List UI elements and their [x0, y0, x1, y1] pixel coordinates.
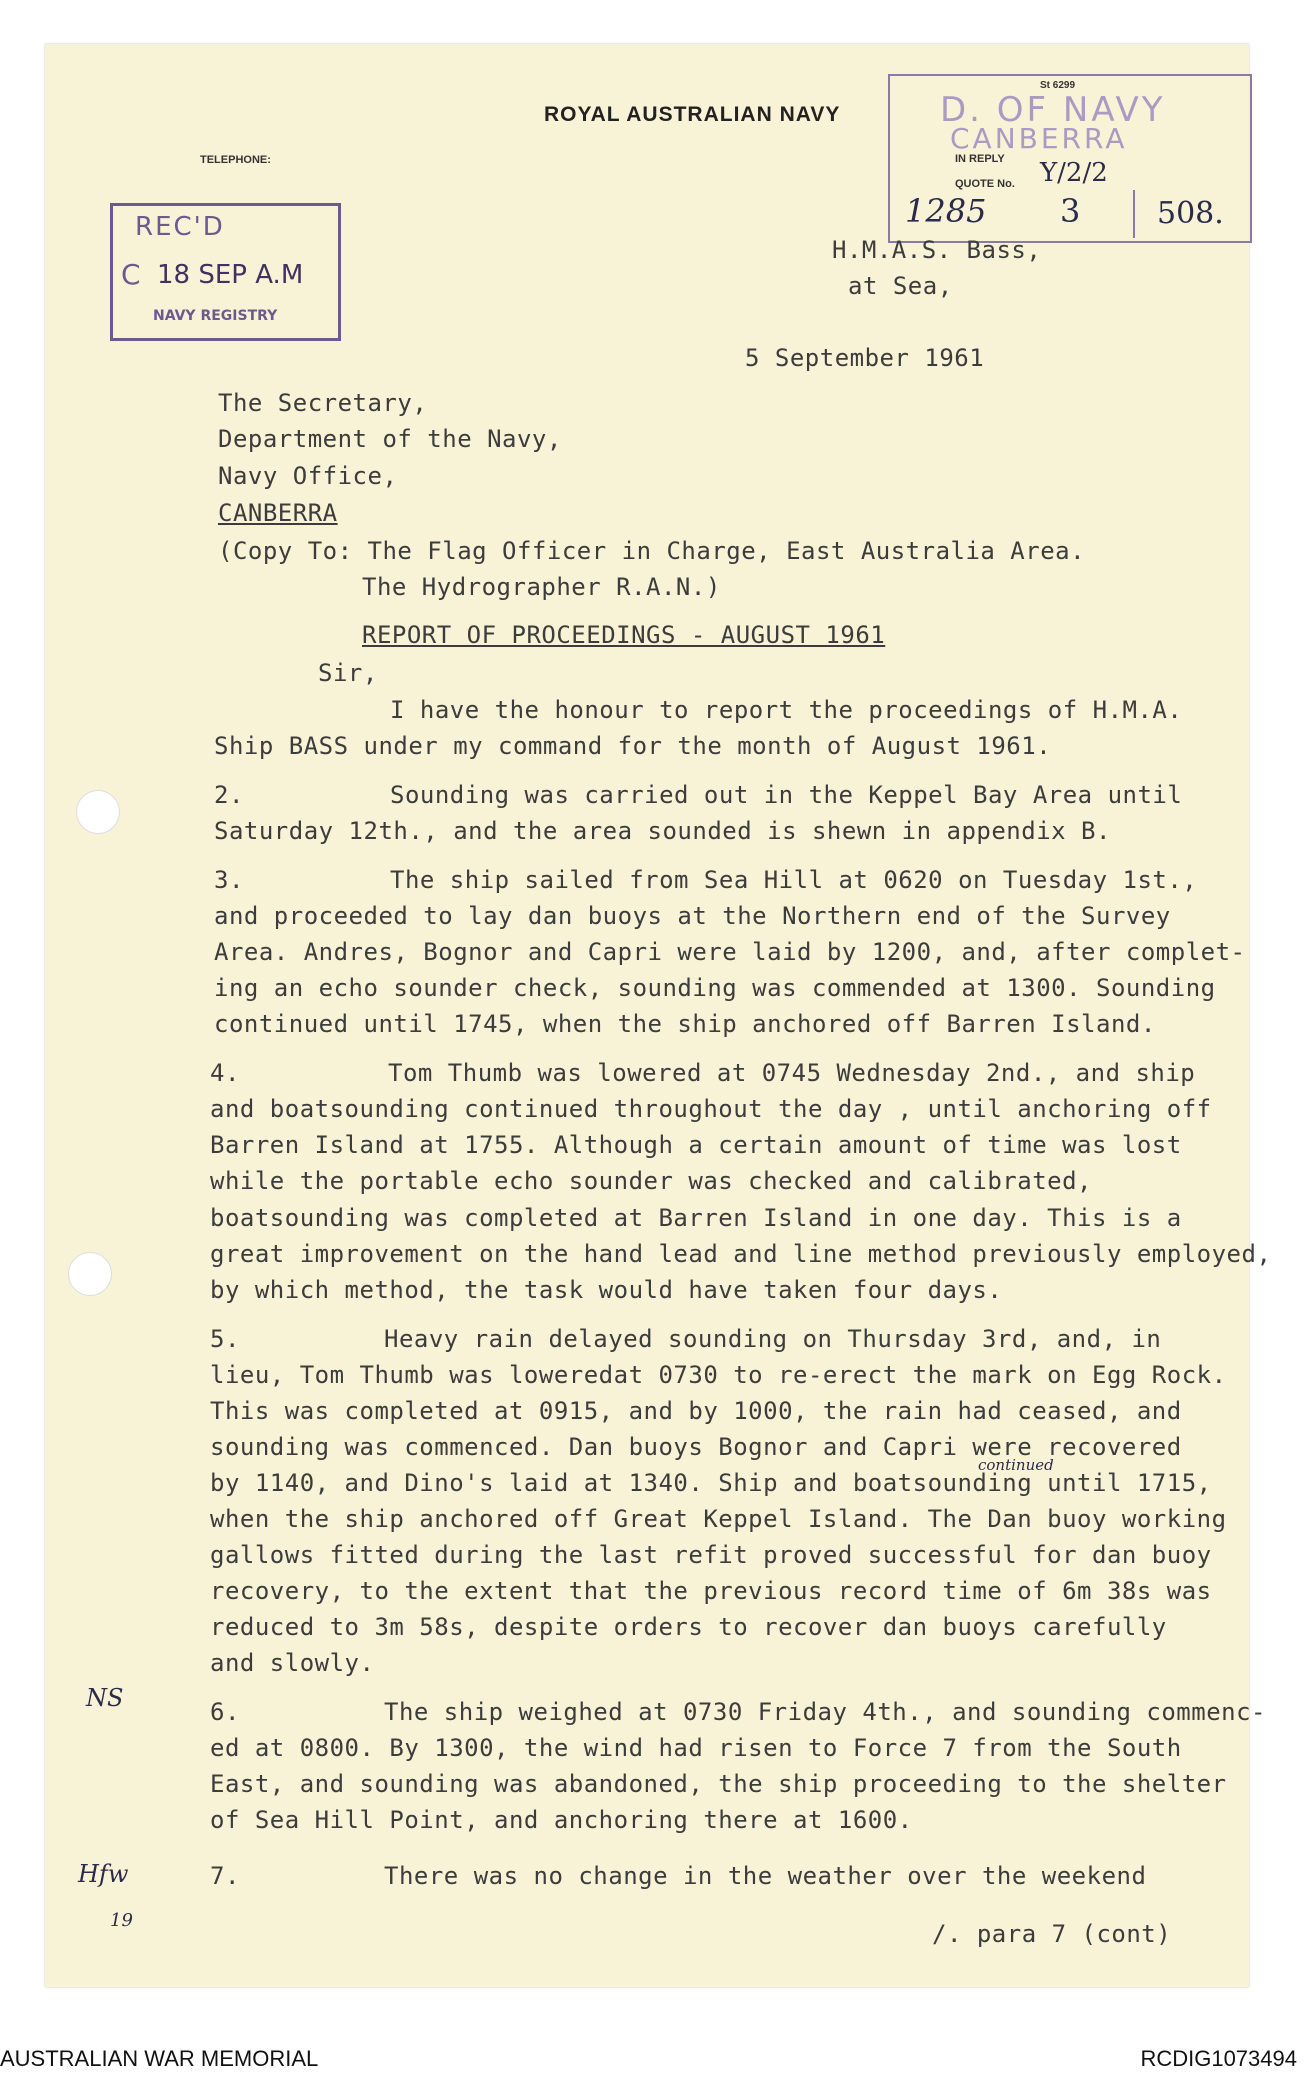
footer-record-id: RCDIG1073494 [1140, 2046, 1297, 2071]
punch-hole [76, 790, 120, 834]
para7-line: There was no change in the weather over the weekend [384, 1862, 1147, 1890]
para2-line: Saturday 12th., and the area sounded is shewn in appendix B. [214, 817, 1111, 845]
para5-line: Heavy rain delayed sounding on Thursday 3rd, and, in [384, 1325, 1162, 1353]
para5-line: sounding was commenced. Dan buoys Bognor and Capri were recovered [210, 1433, 1182, 1461]
para4-line: boatsounding was completed at Barren Island in one day. This is a [210, 1204, 1182, 1232]
para-number: 4. [210, 1059, 240, 1087]
margin-note: NS [86, 1684, 124, 1712]
para4-line: while the portable echo sounder was checked and calibrated, [210, 1167, 1093, 1195]
para-number: 5. [210, 1325, 240, 1353]
stamp-date: 18 SEP A.M [157, 260, 304, 290]
footer-archive-name: AUSTRALIAN WAR MEMORIAL [0, 2046, 319, 2071]
handwritten-insert: continued [978, 1456, 1054, 1474]
stamp-line1: REC'D [135, 212, 225, 242]
para4-line: Barren Island at 1755. Although a certain amount of time was lost [210, 1131, 1182, 1159]
para6-line: of Sea Hill Point, and anchoring there at 1600. [210, 1806, 913, 1834]
para6-line: East, and sounding was abandoned, the ship proceeding to the shelter [210, 1770, 1227, 1798]
para1-line: I have the honour to report the proceedings of H.M.A. [390, 696, 1183, 724]
quote-no-label: QUOTE No. [955, 178, 1015, 190]
para5-line: reduced to 3m 58s, despite orders to recover dan buoys carefully [210, 1613, 1167, 1641]
punch-hole [68, 1252, 112, 1296]
ref-stamp-line1: D. OF NAVY [940, 90, 1166, 130]
para3-line: ing an echo sounder check, sounding was commended at 1300. Sounding [214, 974, 1216, 1002]
in-reply-label: IN REPLY [955, 153, 1005, 165]
para-number: 7. [210, 1862, 240, 1890]
para3-line: Area. Andres, Bognor and Capri were laid by 1200, and, after complet- [214, 938, 1246, 966]
para1-line: Ship BASS under my command for the month of August 1961. [214, 732, 1052, 760]
sender-line2: at Sea, [848, 272, 953, 300]
para5-line: and slowly. [210, 1649, 375, 1677]
letter-date: 5 September 1961 [745, 344, 985, 372]
para5-line: gallows fitted during the last refit proved successful for dan buoy [210, 1541, 1212, 1569]
addressee-line: The Secretary, [218, 389, 428, 417]
salutation: Sir, [318, 659, 378, 687]
ref-number-3: 508. [1157, 196, 1224, 231]
para-number: 3. [214, 866, 244, 894]
telephone-label: TELEPHONE: [200, 154, 271, 166]
para2-line: Sounding was carried out in the Keppel Bay Area until [390, 781, 1183, 809]
para5-line: This was completed at 0915, and by 1000, the rain had ceased, and [210, 1397, 1182, 1425]
ref-divider [1133, 190, 1135, 238]
para3-line: continued until 1745, when the ship anchored off Barren Island. [214, 1010, 1156, 1038]
ref-number-1: 1285 [905, 192, 987, 230]
para4-line: and boatsounding continued throughout the day , until anchoring off [210, 1095, 1212, 1123]
ref-number-2: 3 [1060, 192, 1081, 230]
para-number: 6. [210, 1698, 240, 1726]
letterhead-title: ROYAL AUSTRALIAN NAVY [544, 103, 841, 126]
received-stamp [110, 203, 341, 341]
stamp-registry: NAVY REGISTRY [153, 308, 278, 324]
para3-line: The ship sailed from Sea Hill at 0620 on Tuesday 1st., [390, 866, 1198, 894]
copy-to-line: (Copy To: The Flag Officer in Charge, East Australia Area. [218, 537, 1086, 565]
addressee-line: Navy Office, [218, 462, 398, 490]
sender-line1: H.M.A.S. Bass, [832, 236, 1042, 264]
para-number: 2. [214, 781, 244, 809]
margin-note: Hfw [78, 1860, 129, 1888]
form-number: St 6299 [1040, 80, 1076, 91]
continuation-note: /. para 7 (cont) [932, 1920, 1172, 1948]
quote-reference: Y/2/2 [1040, 158, 1108, 188]
para6-line: The ship weighed at 0730 Friday 4th., and sounding commenc- [384, 1698, 1267, 1726]
para5-line: when the ship anchored off Great Keppel Island. The Dan buoy working [210, 1505, 1227, 1533]
para5-line: by 1140, and Dino's laid at 1340. Ship and boatsounding until 1715, [210, 1469, 1212, 1497]
addressee-city: CANBERRA [218, 499, 338, 527]
addressee-line: Department of the Navy, [218, 425, 562, 453]
para3-line: and proceeded to lay dan buoys at the Northern end of the Survey [214, 902, 1171, 930]
para4-line: great improvement on the hand lead and line method previously employed, [210, 1240, 1272, 1268]
stamp-prefix: C [121, 258, 141, 291]
ref-stamp-line2: CANBERRA [950, 122, 1128, 155]
para5-line: recovery, to the extent that the previous record time of 6m 38s was [210, 1577, 1212, 1605]
para5-line: lieu, Tom Thumb was loweredat 0730 to re-erect the mark on Egg Rock. [210, 1361, 1227, 1389]
copy-to-line: The Hydrographer R.A.N.) [362, 573, 721, 601]
para6-line: ed at 0800. By 1300, the wind had risen to Force 7 from the South [210, 1734, 1182, 1762]
margin-note: 19 [110, 1910, 133, 1931]
para4-line: by which method, the task would have taken four days. [210, 1276, 1003, 1304]
report-subject: REPORT OF PROCEEDINGS - AUGUST 1961 [362, 621, 886, 649]
para4-line: Tom Thumb was lowered at 0745 Wednesday 2nd., and ship [388, 1059, 1196, 1087]
